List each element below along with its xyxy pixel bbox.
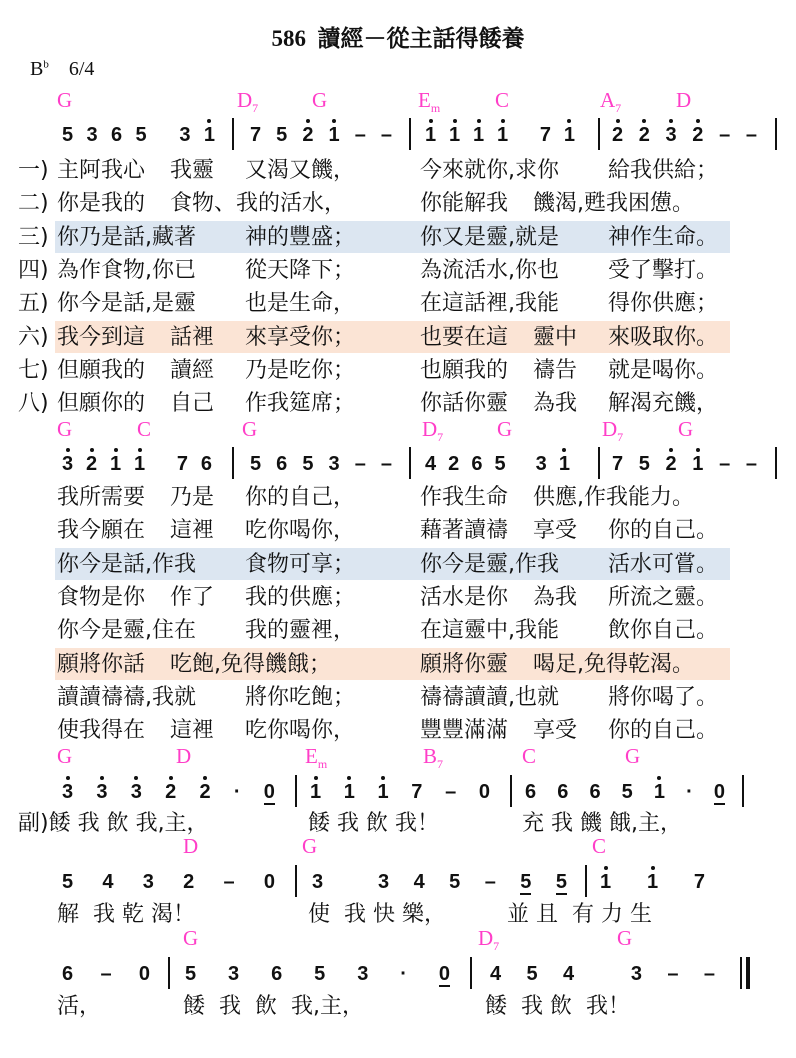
note: 5: [638, 453, 650, 475]
note: 5: [494, 453, 506, 475]
note: 5: [526, 963, 538, 985]
lyric-segment: 喝足,免得乾渴。: [533, 651, 694, 677]
lyric-segment: 你的自己，: [245, 485, 356, 510]
chord-root: D: [602, 417, 618, 441]
chord-root: G: [678, 417, 694, 441]
lyric-segment: 也是生命，: [245, 291, 356, 317]
chord-symbol: [678, 417, 693, 442]
chord-quality: 7: [437, 430, 444, 445]
chord-symbol: [137, 417, 151, 442]
lyric-segment: 但願我的: [57, 357, 146, 383]
lyric-segment: 話裡: [170, 324, 215, 350]
note: 1: [425, 124, 437, 146]
measure: [250, 118, 392, 148]
hymn-title: 586 讀經－從主話得餧養: [271, 26, 525, 51]
lyric-segment: 使我得在: [57, 718, 146, 744]
lyric-segment: 作我筵席；: [245, 391, 356, 417]
measure: [250, 447, 392, 477]
chorus-lyric: 副)餧 我 飲 我,主，: [18, 811, 209, 836]
lyric-segment: 你能解我: [420, 191, 509, 217]
lyric-segment: 就是喝你。: [608, 357, 719, 383]
lyric-segment: 享受: [533, 518, 578, 544]
lyric-segment: 將你喝了。: [608, 684, 719, 710]
lyric-segment: 讀讀禱禱,我就: [57, 684, 196, 710]
note: 5: [276, 124, 288, 146]
note: 7: [250, 124, 262, 146]
note: 5: [621, 781, 633, 803]
note: 3: [179, 124, 191, 146]
key-accidental: b: [43, 58, 49, 71]
note-extension-dash: –: [380, 453, 392, 475]
chord-root: G: [625, 744, 641, 768]
note: 0: [138, 963, 150, 985]
note: 2: [665, 453, 677, 475]
chorus-lyric: 餧 我 飲 我,主，: [183, 994, 364, 1019]
key-signature: [30, 58, 94, 81]
chord-symbol: [418, 88, 440, 116]
note: 0: [263, 871, 275, 893]
chord-root: C: [495, 88, 510, 112]
lyric-segment: 饑渴,甦我困憊。: [533, 191, 694, 217]
lyric-segment: 你話你靈: [420, 391, 509, 417]
chord-root: G: [57, 417, 73, 441]
chord-quality: 7: [437, 757, 444, 772]
chord-root: G: [57, 88, 73, 112]
note: 1: [310, 781, 322, 803]
lyric-segment: 豐豐滿滿: [420, 718, 509, 744]
chord-quality: 7: [615, 101, 622, 116]
note: 3: [86, 124, 98, 146]
barline: [232, 447, 234, 479]
chord-quality: m: [430, 101, 441, 116]
chord-symbol: [600, 88, 621, 116]
measure: [490, 957, 715, 987]
chord-root: G: [57, 744, 73, 768]
note: 3: [228, 963, 240, 985]
note: 1: [343, 781, 355, 803]
chord-symbol: [183, 926, 198, 951]
chord-root: G: [497, 417, 513, 441]
lyric-segment: 你今是話,是靈: [57, 291, 196, 317]
note: 2: [692, 124, 704, 146]
lyric-segment: 神作生命。: [608, 224, 719, 250]
chord-root: D: [183, 834, 199, 858]
verse-number: 八): [18, 391, 49, 417]
chord-symbol: [57, 744, 72, 769]
chord-symbol: [422, 417, 443, 445]
verse-number: 七): [18, 357, 49, 383]
chord-root: E: [418, 88, 431, 112]
verse-number: 四): [18, 257, 49, 283]
note: 2: [302, 124, 314, 146]
chorus-lyric: 餧 我 飲 我！: [485, 994, 630, 1019]
measure: [310, 775, 490, 805]
note-extension-dash: –: [703, 963, 715, 985]
lyric-segment: 今來就你,求你: [420, 158, 559, 183]
note-extension-dash: –: [223, 871, 235, 893]
note: 5: [250, 453, 262, 475]
final-barline-thin: [740, 957, 742, 989]
augmentation-dot: ·: [686, 781, 693, 803]
chord-root: D: [422, 417, 438, 441]
lyric-segment: 也願我的: [420, 357, 509, 383]
lyric-segment: 將你吃飽；: [245, 684, 356, 710]
barline: [742, 775, 744, 807]
lyric-segment: 願將你靈: [420, 651, 509, 677]
note: 2: [199, 781, 211, 803]
chord-root: C: [137, 417, 152, 441]
verse-number: 五): [18, 291, 49, 317]
note: 5: [314, 963, 326, 985]
barline: [232, 118, 234, 150]
note: 7: [411, 781, 423, 803]
chord-symbol: [183, 834, 198, 859]
chord-symbol: [592, 834, 606, 859]
lyric-segment: 給我供給；: [608, 158, 719, 183]
chord-symbol: [602, 417, 623, 445]
note: 3: [312, 871, 324, 893]
verse-number: 二): [18, 191, 49, 217]
lyric-segment: 為流活水,你也: [420, 257, 559, 283]
note: 2: [86, 453, 98, 475]
note: 3: [535, 453, 547, 475]
measure: [312, 865, 567, 895]
chord-symbol: [423, 744, 443, 772]
chord-symbol: [305, 744, 327, 772]
lyric-segment: 飲你自己。: [608, 618, 719, 644]
chord-symbol: [312, 88, 327, 113]
note-extension-dash: –: [100, 963, 112, 985]
lyric-segment: 受了擊打。: [608, 257, 719, 283]
note: 0: [438, 963, 450, 985]
note: 3: [378, 871, 390, 893]
lyric-segment: 供應,作我能力。: [533, 485, 694, 510]
lyric-segment: 禱告: [533, 357, 578, 383]
note: 4: [563, 963, 575, 985]
barline: [470, 957, 472, 989]
chord-root: G: [242, 417, 258, 441]
measure: [600, 865, 705, 895]
chord-symbol: [495, 88, 509, 113]
lyric-segment: 解渴充饑，: [608, 391, 719, 417]
note: 5: [62, 871, 74, 893]
note: 2: [612, 124, 624, 146]
lyric-segment: 讀經: [170, 357, 215, 383]
chord-symbol: [625, 744, 640, 769]
lyric-segment: 我今到這: [57, 324, 146, 350]
lyric-segment: 禱禱讀讀,也就: [420, 684, 559, 710]
chorus-lyric: 解 我 乾 渴！: [57, 902, 195, 927]
note: 1: [328, 124, 340, 146]
note: 1: [653, 781, 665, 803]
lyric-segment: 活水是你: [420, 584, 509, 610]
note: 4: [413, 871, 425, 893]
barline: [168, 957, 170, 989]
note: 1: [134, 453, 146, 475]
note: 4: [102, 871, 114, 893]
note: 4: [490, 963, 502, 985]
note: 1: [449, 124, 461, 146]
note-extension-dash: –: [484, 871, 496, 893]
lyric-segment: 又渴又饑，: [245, 158, 356, 183]
chord-symbol: [617, 926, 632, 951]
lyric-segment: 你今是靈,作我: [420, 551, 559, 577]
final-barline-thick: [746, 957, 750, 989]
barline: [295, 775, 297, 807]
measure: [425, 447, 570, 477]
lyric-segment: 作了: [170, 584, 215, 610]
verse-number: 一): [18, 158, 49, 183]
note-extension-dash: –: [445, 781, 457, 803]
chord-root: B: [423, 744, 438, 768]
barline: [775, 447, 777, 479]
note: 6: [525, 781, 537, 803]
lyric-segment: 享受: [533, 718, 578, 744]
chord-root: E: [305, 744, 318, 768]
note: 1: [473, 124, 485, 146]
note: 1: [497, 124, 509, 146]
measure: [62, 447, 212, 477]
chorus-lyric: 充 我 饑 餓,主，: [522, 811, 682, 836]
lyric-segment: 願將你話: [57, 651, 146, 677]
note: 2: [183, 871, 195, 893]
chord-root: A: [600, 88, 616, 112]
lyric-segment: 為我: [533, 391, 578, 417]
note: 5: [135, 124, 147, 146]
measure: [62, 957, 150, 987]
chord-symbol: [522, 744, 536, 769]
chord-quality: 7: [617, 430, 624, 445]
note: 1: [646, 871, 659, 893]
measure: [425, 118, 575, 148]
lyric-segment: 食物、我的活水，: [170, 191, 347, 217]
lyric-segment: 主阿我心: [57, 158, 146, 183]
lyric-segment: 在這話裡,我能: [420, 291, 559, 317]
lyric-segment: 這裡: [170, 518, 215, 544]
lyric-segment: 從天降下；: [245, 257, 356, 283]
chord-root: D: [237, 88, 253, 112]
note: 5: [449, 871, 461, 893]
barline: [510, 775, 512, 807]
lyric-segment: 自己: [170, 391, 215, 417]
verse-number: 六): [18, 324, 49, 350]
note-extension-dash: –: [719, 124, 731, 146]
lyric-segment: 吃你喝你，: [245, 718, 356, 744]
chord-root: C: [522, 744, 537, 768]
chord-symbol: [57, 88, 72, 113]
lyric-segment: 你的自己。: [608, 518, 719, 544]
lyric-segment: 你今是話,作我: [57, 551, 196, 577]
note: 2: [638, 124, 650, 146]
lyric-segment: 我今願在: [57, 518, 146, 544]
note: 6: [62, 963, 74, 985]
note-extension-dash: –: [745, 124, 757, 146]
note-extension-dash: –: [745, 453, 757, 475]
note: 2: [165, 781, 177, 803]
note: 3: [665, 124, 677, 146]
lyric-segment: 在這靈中,我能: [420, 618, 559, 644]
note: 3: [62, 453, 74, 475]
lyric-segment: 我的靈裡，: [245, 618, 356, 644]
note: 7: [176, 453, 188, 475]
lyric-segment: 神的豐盛；: [245, 224, 356, 250]
note-extension-dash: –: [667, 963, 679, 985]
chorus-lyric: 活，: [57, 994, 102, 1019]
lyric-segment: 來吸取你。: [608, 324, 719, 350]
note: 6: [276, 453, 288, 475]
barline: [409, 118, 411, 150]
note: 3: [62, 781, 74, 803]
note: 6: [557, 781, 569, 803]
barline: [295, 865, 297, 897]
lyric-segment: 也要在這: [420, 324, 509, 350]
lyric-segment: 所流之靈。: [608, 584, 719, 610]
note: 6: [200, 453, 212, 475]
note-extension-dash: –: [354, 453, 366, 475]
lyric-segment: 這裡: [170, 718, 215, 744]
lyric-segment: 食物可享；: [245, 551, 356, 577]
note: 1: [377, 781, 389, 803]
note: 5: [185, 963, 197, 985]
chord-root: C: [592, 834, 607, 858]
note: 3: [328, 453, 340, 475]
note: 6: [271, 963, 283, 985]
note: 3: [96, 781, 108, 803]
chord-symbol: [57, 417, 72, 442]
chord-symbol: [242, 417, 257, 442]
measure: [185, 957, 450, 987]
barline: [585, 865, 587, 897]
note: 3: [130, 781, 142, 803]
note: 6: [589, 781, 601, 803]
note: 7: [612, 453, 624, 475]
note: 0: [478, 781, 490, 803]
note: 3: [142, 871, 154, 893]
lyric-segment: 你今是靈,住在: [57, 618, 196, 644]
chord-quality: m: [317, 757, 328, 772]
note-extension-dash: –: [354, 124, 366, 146]
note: 1: [600, 871, 612, 893]
note: 1: [563, 124, 575, 146]
note: 1: [692, 453, 704, 475]
chord-root: G: [302, 834, 318, 858]
lyric-segment: 但願你的: [57, 391, 146, 417]
note: 5: [302, 453, 314, 475]
augmentation-dot: ·: [400, 963, 407, 985]
lyric-segment: 你又是靈,就是: [420, 224, 559, 250]
chord-root: G: [312, 88, 328, 112]
note: 5: [520, 871, 532, 893]
time-signature: 6/4: [68, 58, 95, 80]
lyric-segment: 食物是你: [57, 584, 146, 610]
lyric-segment: 乃是: [170, 485, 215, 510]
note: 7: [693, 871, 705, 893]
chord-symbol: [497, 417, 512, 442]
lyric-segment: 吃你喝你，: [245, 518, 356, 544]
chord-symbol: [237, 88, 258, 116]
verse-number: 三): [18, 224, 49, 250]
note: 6: [111, 124, 123, 146]
barline: [409, 447, 411, 479]
measure: [525, 775, 725, 805]
lyric-segment: 我靈: [170, 158, 215, 183]
chord-root: D: [176, 744, 192, 768]
note: 2: [448, 453, 460, 475]
barline: [598, 118, 600, 150]
note: 0: [263, 781, 275, 803]
lyric-segment: 作我生命: [420, 485, 509, 510]
chord-root: D: [478, 926, 494, 950]
lyric-segment: 為作食物,你已: [57, 257, 196, 283]
measure: [62, 775, 275, 805]
measure: [612, 118, 757, 148]
chord-quality: 7: [493, 939, 500, 954]
key-note: B: [30, 58, 44, 80]
note: 0: [713, 781, 725, 803]
augmentation-dot: ·: [233, 781, 241, 803]
note: 5: [62, 124, 74, 146]
lyric-segment: 你的自己。: [608, 718, 719, 744]
chord-root: G: [183, 926, 199, 950]
measure: [62, 118, 215, 148]
lyric-segment: 你是我的: [57, 191, 146, 217]
chord-quality: 7: [252, 101, 259, 116]
chord-root: G: [617, 926, 633, 950]
chord-symbol: [676, 88, 691, 113]
barline: [598, 447, 600, 479]
chorus-lyric: 使 我 快 樂，: [308, 902, 446, 927]
lyric-segment: 我所需要: [57, 485, 146, 510]
barline: [775, 118, 777, 150]
lyric-segment: 為我: [533, 584, 578, 610]
lyric-segment: 活水可嘗。: [608, 551, 719, 577]
note-extension-dash: –: [719, 453, 731, 475]
measure: [62, 865, 275, 895]
note: 3: [630, 963, 642, 985]
chord-symbol: [478, 926, 499, 954]
note: 7: [539, 124, 551, 146]
lyric-segment: 得你供應；: [608, 291, 719, 317]
lyric-segment: 靈中: [533, 324, 578, 350]
note-extension-dash: –: [380, 124, 392, 146]
chord-symbol: [176, 744, 191, 769]
note: 1: [203, 124, 215, 146]
note: 3: [357, 963, 369, 985]
lyric-segment: 乃是吃你；: [245, 357, 356, 383]
chorus-lyric: 餧 我 飲 我！: [308, 811, 439, 836]
lyric-segment: 來享受你；: [245, 324, 356, 350]
measure: [612, 447, 757, 477]
chord-root: D: [676, 88, 692, 112]
lyric-segment: 藉著讀禱: [420, 518, 509, 544]
lyric-segment: 吃飽,免得饑餓；: [170, 651, 331, 677]
lyric-segment: 我的供應；: [245, 584, 356, 610]
note: 1: [558, 453, 570, 475]
note: 4: [425, 453, 437, 475]
note: 5: [555, 871, 567, 893]
chord-symbol: [302, 834, 317, 859]
note: 1: [110, 453, 122, 475]
lyric-segment: 你乃是話,藏著: [57, 224, 196, 250]
chorus-lyric: 並 且 有 力 生: [507, 902, 652, 927]
note: 6: [471, 453, 483, 475]
